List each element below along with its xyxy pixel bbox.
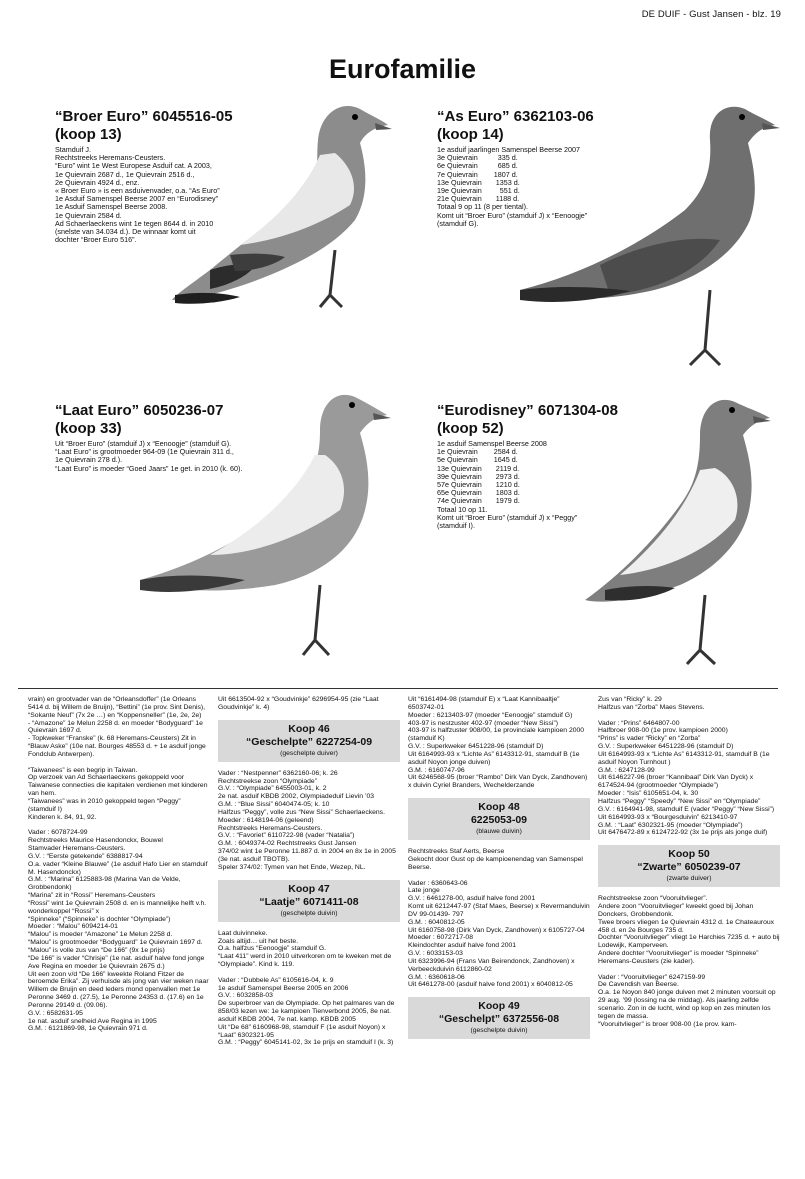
koop-number: Koop 46 bbox=[288, 722, 330, 735]
bird-title-laat-euro bbox=[55, 402, 223, 438]
bird-koop: (koop 13) bbox=[55, 126, 122, 143]
text-column-4 bbox=[598, 696, 780, 1029]
column-text: Rechtstreekse zoon “Vooruitvlieger”. Andere zoon “Vooruitvlieger” kweekt goed bij Johan Donckers, Grobbendonk. Twee broers vliegen 1e Quievrain 4312 d. 1e Chateauroux 458 d. en 2e Bourges 735 d. Dochter “Vooruitvlieger” vliegt 1e Harchies 7235 d. + auto bij Lodewijk, Kamperveen. Andere dochter “Vooruitvlieger” is moeder “Spinneke” Heremans-Ceusters (zie kader). Vader : “Vooruitvlieger” 6247159-99 De Cavendish van Beerse. O.a. 1e Noyon 840 jonge duiven met 2 minuten voorsuit op 29 aug. ’99 (lossing na de middag). Als jaarling zelfde scenario. Zon in de lucht, wind op kop en zes minuten los tegen de massa. “Vooruitvlieger” is broer 908-00 (1e prov. kam- bbox=[598, 895, 780, 1028]
bird-name: “Laat Euro” 6050236-07 bbox=[55, 402, 224, 419]
bird-title-as-euro bbox=[437, 108, 594, 144]
koop-number: Koop 50 bbox=[668, 848, 710, 861]
bird-text-laat-euro: Uit “Broer Euro” (stamduif J) x “Eenoogje” (stamduif G). “Laat Euro” is grootmoeder 964-09 (1e Quievrain 311 d., 1e Quievrain 278 d.). “Laat Euro” is moeder “Goed Jaars” 1e get. in 2010 (k. 60). bbox=[55, 439, 243, 473]
bird-koop: (koop 52) bbox=[437, 420, 504, 437]
koop-bird-type: (zwarte duiver) bbox=[666, 875, 712, 883]
bird-koop: (koop 14) bbox=[437, 126, 504, 143]
bird-name: “As Euro” 6362103-06 bbox=[437, 108, 594, 125]
koop-bird-type: (geschelpte duivin) bbox=[470, 1027, 528, 1035]
bird-title-broer-euro bbox=[55, 108, 233, 144]
bird-text-eurodisney: 1e asduif Samenspel Beerse 2008 1e Quievrain 2584 d. 5e Quievrain 1645 d. 13e Quievrain 2119 d. 39e Quievrain 2973 d. 57e Quievrain 1210 d. 65e Quievrain 1803 d. 74e Quievrain 1979 d. Totaal 10 op 11. Komt uit “Broer Euro” (stamduif J) x “Peggy” (stamduif I). bbox=[437, 439, 578, 531]
koop-bird-name: 6225053-09 bbox=[470, 814, 528, 827]
page-header: DE DUIF - Gust Jansen - blz. 19 bbox=[641, 9, 781, 20]
koop-bird-type: (geschelpte duivin) bbox=[280, 909, 338, 917]
page-title: Eurofamilie bbox=[328, 54, 477, 84]
bird-name: “Eurodisney” 6071304-08 bbox=[437, 402, 618, 419]
bird-name: “Broer Euro” 6045516-05 bbox=[55, 108, 233, 125]
koop-bird-type: (geschelpte duiver) bbox=[280, 749, 338, 757]
koop-bird-name: “Laatje” 6071411-08 bbox=[259, 895, 359, 908]
column-text: Vader : “Nestpenner” 6362160-06; k. 26 Rechtstreekse zoon “Olympiade” G.V. : “Olympiade” 6455003-01, k. 2 2e nat. asduif KBDB 2002, Olympiadeduif Lievin ’03 G.M. : “Blue Sissi” 6040474-05; k. 10 Halfzus “Peggy”, volle zus “New Sissi” Schaerlaeckens. Moeder : 6148194-06 (geleend) Rechtstreeks Heremans-Ceusters. G.V. : “Favoriet” 6110722-98 (vader “Natalia”) G.M. : 6049374-02 Rechtstreeks Gust Jansen 374/02 wint 1e Peronne 11.887 d. in 2004 en 8x 1e in 2005 (3e nat. asduif TBOTB). Speler 374/02: Tymen van het Ende, Wezep, NL. bbox=[218, 769, 396, 871]
bird-text-broer-euro: Stamduif J. Rechtstreeks Heremans-Ceusters. “Euro” wint 1e West Europese Asduif cat. A 2003, 1e Quievrain 2687 d., 1e Quievrain 2516 d., 2e Quievrain 4924 d., enz. « Broer Euro » is een asduivenvader, o.a. “As Euro” 1e Asduif Samenspel Beerse 2007 en “Eurodisney” 1e Asduif Samenspel Beerse 2008. 1e Quievrain 2584 d. Ad Schaerlaeckens wint 1e tegen 8644 d. in 2010 (snelste van 34.034 d.). De winnaar komt uit dochter “Broer Euro 516”. bbox=[55, 145, 220, 245]
koop-box-48 bbox=[408, 798, 590, 840]
text-column-2 bbox=[218, 696, 400, 1047]
column-text: Uit 6613504-92 x “Goudvinkje” 6296954-95 (zie “Laat Goudvinkje” k. 4) bbox=[218, 696, 381, 711]
koop-box-50 bbox=[598, 845, 780, 887]
koop-bird-name: “Geschelpte” 6227254-09 bbox=[245, 735, 373, 748]
column-text: Uit “6161494-98 (stamduif E) x “Laat Kannibaaltje” 6503742-01 Moeder : 6213403-97 (moeder “Eenoogje” stamduif G) 403-97 is nestzuster 402-97 (moeder “New Sissi”) 403-97 is halfzuster 908/00, 1e provinciale kampioen 2000 (stamduif K) G.V. : Superkweker 6451228-96 (stamduif D) Uit 6164993-93 x “Lichte As” 6143312-91, stamduif B (1e asduif Noyon jonge duiven) G.M. : 6160747-96 Uit 6246568-95 (broer “Rambo” Dirk Van Dyck, Zandhoven) x duivin Cyriel Branders, Wechelderzande bbox=[408, 696, 588, 790]
pigeon-body bbox=[585, 400, 771, 664]
text-column-3 bbox=[408, 696, 590, 1047]
koop-box-49 bbox=[408, 997, 590, 1039]
section-divider bbox=[18, 688, 778, 689]
koop-bird-name: “Geschelpt” 6372556-08 bbox=[438, 1013, 560, 1026]
column-text: vrain) en grootvader van de “Orleansdoffer” (1e Orleans 5414 d. bij Willem de Bruijn), “Bettini” (1e prov. Sint Denis), “Sokante Neuf” (7x 2e …) en “Koppensneller” (1e, 2e, 2e) - “Amazone” 1e Melun 2258 d. en moeder “Bodyguard” 1e Quievrain 1697 d. - Topkweker “Franske” (k. 68 Heremans-Ceusters) Zit in “Blauw Aske” (10e nat. Bourges 48553 d. + 1e asduif jonge Fondclub Antwerpen). “Taiwanees” is een begrip in Taiwan. Op verzoek van Ad Schaerlaeckens gekoppeld voor Taiwanese connecties die kapitalen verdienen met kinderen van hem. “Taiwanees” was in 2010 gekoppeld tegen “Peggy” (stamduif I) Kinderen k. 84, 91, 92. Vader : 6078724-99 Rechtstreeks Maurice Hasendonckx, Bouwel Stamvader Heremans-Ceusters. G.V. : “Eerste getekende” 6388817-94 O.a. vader “Kleine Blauwe” (1e asduif Hafo Lier en stamduif M. Hasendonckx) G.M. : “Marina” 6125883-98 (Marina Van de Velde, Grobbendonk) “Marina” zit in “Rossi” Heremans-Ceusters “Rossi” wint 1e Quievrain 2508 d. en is mannelijke helft v.h. wonderkoppel “Rossi” x “Spinneke” (“Spinneke” is dochter “Olympiade”) Moeder : “Malou” 6094214-01 “Malou” is moeder “Amazone” 1e Melun 2258 d. “Malou” is grootmoeder “Bodyguard” 1e Quievrain 1697 d. “Malou” is volle zus van “De 166” (9x 1e prijs) “De 166” is vader “Chrisje” (1e nat. asduif halve fond jonge Ave Regina en moeder 1e Quievrain 2675 d.) Uit een zoon v/d “De 166” kweekte Roland Fitzer de beroemde Erika”. Zij verhuisde als jong van vier weken naar Willem de Bruijn en deed leders mond openvallen met 1e Peronne 3469 d. (27.5), 1e Peronne 24353 d. (17.6) en 1e Peronne 29149 d. (09.06). G.V. : 6582631-95 1e nat. asduif snelheid Ave Regina in 1995 G.M. : 6121869-98, 1e Quievrain 971 d. bbox=[28, 696, 209, 1033]
koop-box-46 bbox=[218, 720, 400, 762]
koop-number: Koop 49 bbox=[478, 1000, 520, 1013]
bird-title-eurodisney bbox=[437, 402, 618, 438]
koop-bird-name: “Zwarte” 6050239-07 bbox=[637, 861, 741, 874]
bird-koop: (koop 33) bbox=[55, 420, 122, 437]
koop-bird-type: (blauwe duivin) bbox=[476, 828, 522, 836]
column-text: Rechtstreeks Staf Aerts, Beerse Gekocht door Gust op de kampioenendag van Samenspel Beerse. Vader : 6360643-06 Late jonge G.V. : 6461278-00, asduif halve fond 2001 Komt uit 6212447-97 (Staf Maes, Beerse) x Revermanduivin DV 99-01439- 797 G.M. : 6040812-05 Uit 6160758-98 (Dirk Van Dyck, Zandhoven) x 6105727-04 Moeder : 6072717-08 Kleindochter asduif halve fond 2001 G.V. : 6033153-03 Uit 6323996-94 (Frans Van Beirendonck, Zandhoven) x Verbeeckduivin 6112860-02 G.M. : 6360618-06 Uit 6461278-00 (asduif halve fond 2001) x 6040812-05 bbox=[408, 848, 590, 989]
text-column-1 bbox=[28, 696, 210, 1033]
column-text: Laat duivinneke. Zoals altijd… uit het beste. O.a. halfzus “Eenoogje” stamduif G. “Laat 411” werd in 2010 uitverkoren om te kweken met de “Olympiade”. Kind k. 119. Vader : “Dubbele As” 6105616-04, k. 9 1e asduif Samenspel Beerse 2005 en 2006 G.V. : 6032858-03 De superbroer van de Olympiade. Op het palmares van de 858/03 lezen we: 1e kampioen Tienverbond 2005, 8e nat. asduif KBDB 2004, 7e nat. kamp. KBDB 2005 Uit “De 68” 6160968-98, stamduif F (1e asduif Noyon) x “Laat” 6302321-95 G.M. : “Peggy” 6045141-02, 3x 1e prijs en stamduif I (k. 3) bbox=[218, 929, 395, 1047]
koop-number: Koop 47 bbox=[288, 882, 330, 895]
koop-box-47 bbox=[218, 880, 400, 922]
column-text: Zus van “Ricky” k. 29 Halfzus van “Zorba” Maes Stevens. Vader : “Prins” 6464807-00 Halfbroer 908-00 (1e prov. kampioen 2000) “Prins” is vader “Ricky” en “Zorba” G.V. : Superkweker 6451228-96 (stamduif D) Uit 6164993-93 x “Lichte As” 6143312-91, stamduif B (1e asduif Noyon Turnhout ) G.M. : 6247128-99 Uit 6146227-96 (broer “Kannibaal” Dirk Van Dyck) x 6174524-94 (grootmoeder “Olympiade”) Moeder : “Isis” 6105651-04, k. 30 Halfzus “Peggy” “Speedy” “New Sissi” en “Olympiade” G.V. : 6164941-98, stamduif E (vader “Peggy” “New Sissi”) Uit 6164993-93 x “Bourgesduivin” 6213410-97 G.M. : “Laat” 6302321-95 (moeder “Olympiade”) Uit 6476472-89 x 6124722-92 (3x 1e prijs als jonge duif) bbox=[598, 696, 775, 837]
bird-text-as-euro: 1e asduif jaarlingen Samenspel Beerse 2007 3e Quievrain 335 d. 6e Quievrain 685 d. 7e Quievrain 1807 d. 13e Quievrain 1353 d. 19e Quievrain 551 d. 21e Quievrain 1188 d. Totaal 9 op 11 (8 per tiental). Komt uit “Broer Euro” (stamduif J) x “Eenoogje” (stamduif G). bbox=[437, 145, 588, 228]
koop-number: Koop 48 bbox=[478, 801, 520, 814]
